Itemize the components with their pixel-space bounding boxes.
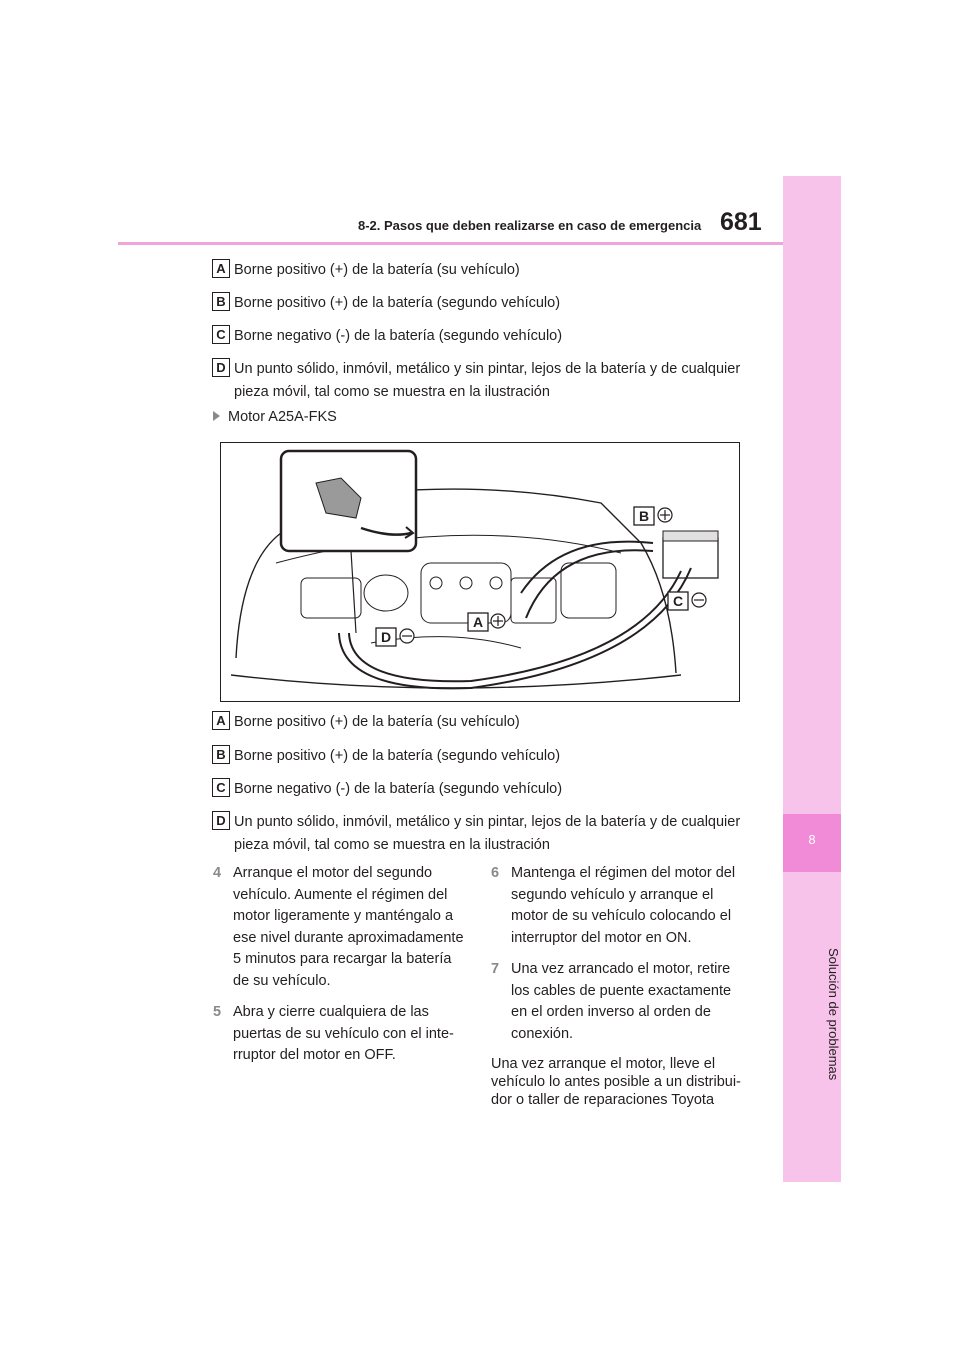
callout-badge-b: B	[212, 745, 230, 764]
legend-top-d	[212, 358, 747, 404]
step-4	[213, 863, 478, 992]
legend-text: Un punto sólido, inmóvil, metálico y sin pintar, lejos de la batería y de cualquier	[234, 361, 741, 377]
engine-bolt	[490, 577, 502, 589]
callout-b-label: B	[638, 508, 650, 524]
engine-bolt	[430, 577, 442, 589]
steps-left-column	[213, 863, 478, 1077]
callout-b	[634, 507, 672, 525]
legend-text: Borne negativo (-) de la batería (segundo vehículo)	[234, 328, 563, 344]
legend-text: Borne positivo (+) de la batería (segundo vehículo)	[234, 295, 561, 311]
step-number: 7	[491, 961, 500, 977]
step-6	[491, 863, 756, 949]
callout-badge-d: D	[212, 358, 230, 377]
closing-line: vehículo lo antes posible a un distribui-	[491, 1074, 741, 1090]
closing-note	[491, 1055, 756, 1109]
engine-bay-illustration	[220, 442, 740, 702]
step-line: en el orden inverso al orden de	[511, 1004, 711, 1020]
step-line: motor ligeramente y manténgalo a	[233, 908, 454, 924]
legend-text: Un punto sólido, inmóvil, metálico y sin pintar, lejos de la batería y de cualquier	[234, 814, 741, 830]
triangle-bullet-icon	[213, 411, 220, 421]
steps-right-column	[491, 863, 756, 1109]
legend-text: Borne negativo (-) de la batería (segundo vehículo)	[234, 781, 563, 797]
air-filter-box	[561, 563, 616, 618]
legend-top-b	[212, 292, 747, 315]
legend-bottom-b	[212, 745, 747, 768]
step-line: conexión.	[511, 1025, 574, 1042]
callout-d	[376, 628, 414, 646]
closing-line: Una vez arranque el motor, lleve el	[491, 1056, 716, 1072]
callout-badge-c: C	[212, 778, 230, 797]
reservoir-cap	[364, 575, 408, 611]
section-title: 8-2. Pasos que deben realizarse en caso de emergencia	[358, 218, 702, 233]
step-number: 6	[491, 865, 500, 881]
step-line: Arranque el motor del segundo	[233, 865, 433, 881]
callout-d-label: D	[380, 629, 392, 645]
page-number: 681	[720, 208, 762, 236]
second-vehicle-battery	[663, 538, 718, 578]
legend-text: Borne positivo (+) de la batería (su vehículo)	[234, 714, 520, 730]
callout-badge-a: A	[212, 259, 230, 278]
chapter-title-text: Solución de problemas	[826, 947, 841, 1081]
step-line: vehículo. Aumente el régimen del	[233, 886, 448, 903]
legend-bottom-a	[212, 711, 747, 734]
callout-badge-b: B	[212, 292, 230, 311]
chapter-title	[783, 880, 841, 1144]
header-divider	[118, 242, 783, 245]
step-line: rruptor del motor en OFF.	[233, 1047, 396, 1063]
step-line: motor de su vehículo colocando el	[511, 908, 732, 924]
legend-top-c	[212, 325, 747, 348]
step-number: 5	[213, 1004, 222, 1020]
step-line: Una vez arrancado el motor, retire	[511, 961, 731, 977]
closing-line: dor o taller de reparaciones Toyota	[491, 1092, 715, 1108]
step-line: Abra y cierre cualquiera de las	[233, 1004, 429, 1020]
legend-text: Borne positivo (+) de la batería (su vehículo)	[234, 262, 520, 278]
jump-start-diagram	[221, 443, 739, 701]
callout-c	[668, 592, 706, 610]
legend-text: Borne positivo (+) de la batería (segundo vehículo)	[234, 748, 561, 764]
battery-top	[663, 531, 718, 541]
step-number: 4	[213, 865, 222, 881]
callout-badge-c: C	[212, 325, 230, 344]
legend-top-a	[212, 259, 747, 282]
step-7	[491, 959, 756, 1045]
legend-bottom-c	[212, 778, 747, 801]
inset-leader-line	[351, 551, 356, 633]
callout-badge-a: A	[212, 711, 230, 730]
engine-label	[213, 409, 337, 425]
cable-red-inner	[526, 550, 653, 618]
legend-text: pieza móvil, tal como se muestra en la ilustración	[234, 384, 550, 400]
step-line: de su vehículo.	[233, 972, 331, 989]
step-line: segundo vehículo y arranque el	[511, 886, 714, 903]
callout-badge-d: D	[212, 811, 230, 830]
step-line: interruptor del motor en ON.	[511, 929, 692, 946]
step-line: puertas de su vehículo con el inte-	[233, 1025, 454, 1042]
engine-label-text: Motor A25A-FKS	[228, 409, 337, 425]
chapter-number: 8	[808, 832, 816, 847]
cable-black-inner	[349, 571, 684, 681]
callout-a	[468, 613, 505, 631]
step-5	[213, 1002, 478, 1067]
legend-text: pieza móvil, tal como se muestra en la ilustración	[234, 837, 550, 853]
step-line: ese nivel durante aproximadamente	[233, 929, 464, 946]
step-line: los cables de puente exactamente	[511, 982, 732, 999]
step-line: 5 minutos para recargar la batería	[233, 951, 452, 967]
fuse-box	[301, 578, 361, 618]
callout-a-label: A	[472, 614, 484, 630]
step-line: Mantenga el régimen del motor del	[511, 865, 736, 881]
callout-c-label: C	[672, 593, 684, 609]
legend-bottom-d	[212, 811, 747, 857]
engine-bolt	[460, 577, 472, 589]
